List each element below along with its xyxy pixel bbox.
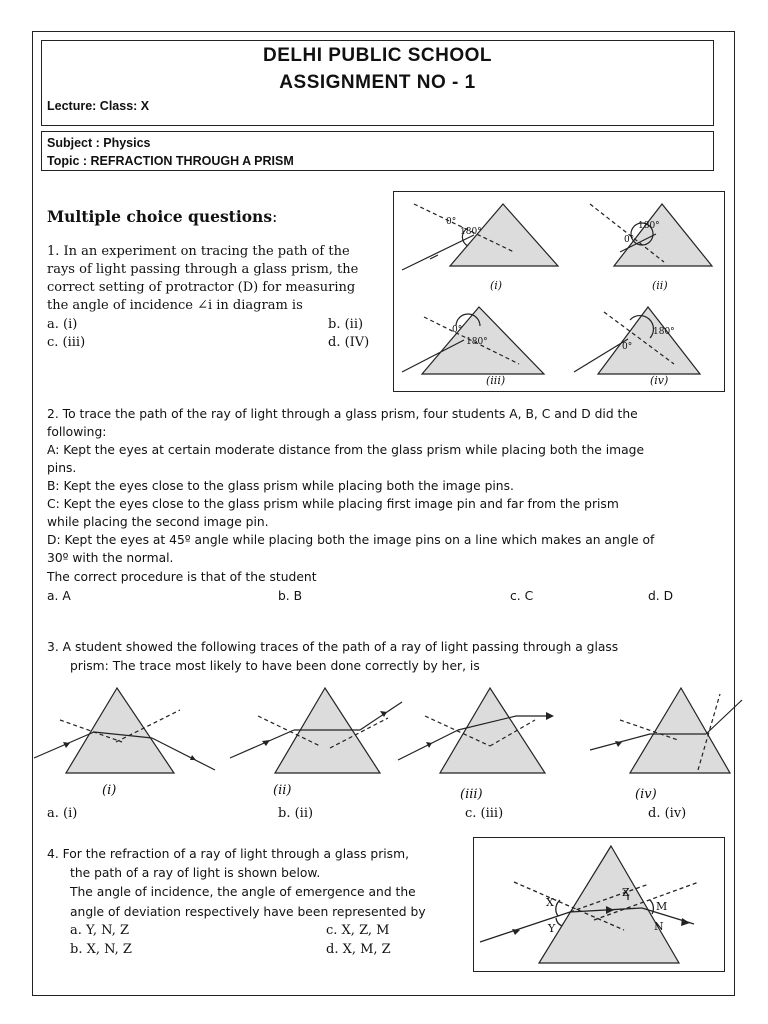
q1-zero-iv: 0°	[622, 342, 633, 352]
q1-label-iii: (iii)	[486, 374, 506, 387]
q3-option-c: c. (iii)	[465, 806, 504, 821]
q3-prism-i	[66, 688, 174, 773]
q4-option-d: d. X, M, Z	[326, 942, 391, 957]
q2-line-1: 2. To trace the path of the ray of light through a glass prism, four students A, B, C and D did the	[47, 407, 638, 421]
q3-line-1: 3. A student showed the following traces of the path of a ray of light passing through a glass	[47, 640, 619, 654]
q1-label-ii: (ii)	[652, 279, 668, 292]
q3-figures	[30, 680, 745, 805]
q4-angle-y	[556, 918, 562, 926]
q1-line-4: the angle of incidence ∠i in diagram is	[47, 298, 303, 313]
q3-label-iv: (iv)	[635, 787, 657, 802]
q2-line-7: while placing the second image pin.	[47, 515, 269, 529]
q1-line-3: correct setting of protractor (D) for measuring	[47, 280, 356, 295]
q1-180-i: 180°	[460, 227, 482, 237]
q1-option-b: b. (ii)	[328, 317, 364, 332]
q3-label-ii: (ii)	[273, 783, 292, 798]
section-heading-text: Multiple choice questions	[47, 207, 273, 226]
q4-figure-box	[473, 837, 725, 972]
q3-option-d: d. (iv)	[648, 806, 687, 821]
q2-line-3: A: Kept the eyes at certain moderate distance from the glass prism while placing both the image	[47, 443, 645, 457]
q1-option-c: c. (iii)	[47, 335, 86, 350]
q2-line-4: pins.	[47, 461, 77, 475]
q4-option-b: b. X, N, Z	[70, 942, 132, 957]
q1-180-iii: 180°	[466, 337, 488, 347]
q3-ray-out-iv	[706, 700, 742, 734]
q4-line-4: angle of deviation respectively have been represented by	[70, 905, 426, 919]
school-name: DELHI PUBLIC SCHOOL	[262, 45, 493, 66]
q2-option-a: a. A	[47, 589, 71, 603]
q2-option-d: d. D	[648, 589, 674, 603]
q4-label-y: Y	[548, 922, 556, 935]
header-box	[41, 40, 714, 126]
q2-line-5: B: Kept the eyes close to the glass prism while placing both the image pins.	[47, 479, 514, 493]
q1-zero-iii: 0°	[452, 325, 463, 335]
q2-option-c: c. C	[510, 589, 534, 603]
q4-line-2: the path of a ray of light is shown below.	[70, 866, 321, 880]
q1-option-a: a. (i)	[47, 317, 78, 332]
q3-option-b: b. (ii)	[278, 806, 314, 821]
q2-line-8: D: Kept the eyes at 45º angle while placing both the image pins on a line which makes an angle of	[47, 533, 655, 547]
q3-ray-in-ii	[230, 730, 294, 758]
q4-label-z: Z	[622, 886, 630, 899]
q1-label-iv: (iv)	[650, 374, 669, 387]
q3-ray-out-ii	[360, 702, 402, 730]
section-heading	[47, 207, 277, 226]
subject-box	[41, 131, 714, 171]
q1-option-d: d. (IV)	[328, 335, 370, 350]
q1-prism-iv	[598, 307, 700, 374]
q2-option-b: b. B	[278, 589, 303, 603]
q2-line-6: C: Kept the eyes close to the glass prism while placing first image pin and far from the prism	[47, 497, 619, 511]
q1-line-1: 1. In an experiment on tracing the path of the	[47, 244, 350, 259]
topic-line: Topic : REFRACTION THROUGH A PRISM	[47, 154, 294, 168]
q4-option-a: a. Y, N, Z	[70, 923, 130, 938]
q3-label-iii: (iii)	[460, 787, 483, 802]
assignment-title: ASSIGNMENT NO - 1	[279, 72, 476, 93]
q3-line-2: prism: The trace most likely to have been done correctly by her, is	[70, 659, 480, 673]
q4-line-3: The angle of incidence, the angle of emergence and the	[70, 885, 416, 899]
q3-label-i: (i)	[102, 783, 117, 798]
q3-prism-iv	[630, 688, 730, 773]
q4-line-1: 4. For the refraction of a ray of light through a glass prism,	[47, 847, 409, 861]
q1-zero-i: 0°	[446, 217, 457, 227]
q3-option-a: a. (i)	[47, 806, 78, 821]
q4-label-n: N	[654, 920, 664, 933]
q1-figure	[394, 192, 724, 391]
q4-option-c: c. X, Z, M	[326, 923, 390, 938]
q1-line-2: rays of light passing through a glass prism, the	[47, 262, 359, 277]
subject-line: Subject : Physics	[47, 136, 151, 150]
q2-line-9: 30º with the normal.	[47, 551, 174, 565]
q2-line-10: The correct procedure is that of the student	[47, 570, 317, 584]
q1-180-iv: 180°	[653, 327, 675, 337]
q1-180-ii: 180°	[638, 221, 660, 231]
q1-figure-box	[393, 191, 725, 392]
q2-line-2: following:	[47, 425, 107, 439]
lecture-class: Lecture: Class: X	[47, 99, 150, 113]
q4-angle-m	[650, 900, 653, 914]
q4-figure	[474, 838, 724, 971]
q1-zero-ii: 0°	[624, 235, 635, 245]
section-heading-colon: :	[272, 208, 278, 226]
q1-label-i: (i)	[490, 279, 503, 292]
q4-label-x: X	[546, 896, 554, 909]
q4-label-m: M	[656, 900, 668, 913]
